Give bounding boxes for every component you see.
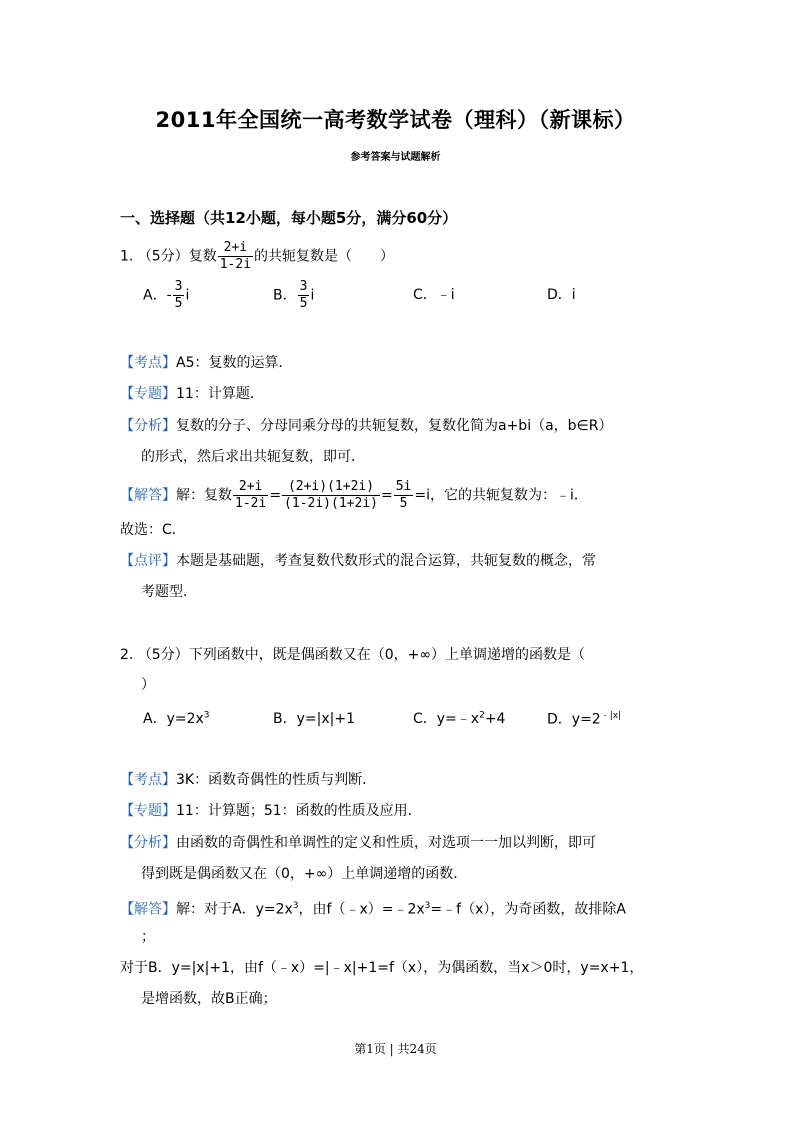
jieda-tag: 【解答】 — [120, 487, 176, 504]
option-d: D．i — [547, 287, 576, 303]
fraction-numerator: 2+i — [218, 240, 253, 257]
fenxi-line — [120, 833, 596, 853]
fenxi-continuation: 得到既是偶函数又在（0，+∞）上单调递增的函数． — [141, 866, 468, 882]
minus-sign: - — [166, 287, 172, 304]
equals-sign: = — [380, 487, 393, 504]
dianping-continuation: 考题型． — [141, 584, 197, 600]
question-number: 1. — [120, 248, 134, 265]
exponent: ﹣|x| — [600, 711, 622, 721]
fraction — [233, 479, 268, 512]
equals-sign: = — [269, 487, 282, 504]
exponent: 3 — [424, 901, 431, 911]
option-a — [143, 708, 210, 728]
kaodian-text: A5：复数的运算． — [176, 355, 293, 371]
jieda-line — [120, 896, 626, 920]
kaodian-line — [120, 353, 292, 373]
exponent: 2 — [479, 710, 485, 721]
page-title: 2011年全国统一高考数学试卷（理科）（新课标） — [155, 108, 636, 132]
jieda-text: =﹣f（x），为奇函数，故排除A — [430, 901, 626, 918]
jieda-text: =i，它的共轭复数为：﹣i． — [414, 487, 588, 504]
jieda-text: 解：对于A．y=2x — [176, 901, 293, 918]
fenxi-text: 由函数的奇偶性和单调性的定义和性质，对选项一一加以判断，即可 — [176, 835, 596, 851]
jieda-text: ，由f（﹣x）=﹣2x — [298, 901, 425, 918]
fraction — [394, 479, 414, 512]
fraction — [282, 479, 380, 512]
option-b-analysis: 对于B．y=|x|+1，由f（﹣x）=|﹣x|+1=f（x），为偶函数，当x＞0时，y=x+1， — [120, 960, 644, 976]
option-b-analysis-cont: 是增函数，故B正确； — [141, 991, 277, 1007]
option-text: D．y=2 — [547, 711, 601, 728]
jieda-tag: 【解答】 — [120, 901, 176, 918]
exponent: 3 — [292, 901, 299, 911]
answer-line: 故选：C． — [120, 522, 186, 538]
fraction-numerator: 3 — [299, 279, 308, 294]
dianping-line — [120, 551, 596, 571]
option-text: A．y=2x — [143, 711, 204, 727]
fraction-denominator: (1-2i)(1+2i) — [284, 496, 378, 511]
page-subtitle: 参考答案与试题解析 — [350, 152, 441, 163]
question-number: 2. — [120, 647, 134, 663]
fraction-denominator: 5 — [174, 296, 183, 311]
option-text: C．y=﹣x — [413, 711, 480, 727]
fraction-numerator: 3 — [174, 279, 183, 294]
fenxi-line — [120, 416, 612, 436]
jieda-line — [120, 479, 588, 512]
zhuanti-tag: 【专题】 — [120, 803, 176, 819]
fraction — [218, 240, 253, 273]
fraction — [298, 279, 310, 312]
exponent: 3 — [203, 710, 210, 721]
kaodian-line — [120, 770, 376, 790]
fraction-denominator: 1-2i — [219, 257, 252, 272]
question-2-stem-cont: ） — [141, 677, 155, 693]
jieda-text: 解：复数 — [176, 487, 232, 504]
fraction-denominator: 5 — [399, 496, 408, 511]
zhuanti-tag: 【专题】 — [120, 386, 176, 402]
fenxi-tag: 【分析】 — [120, 418, 176, 434]
fraction-numerator: (2+i)(1+2i) — [282, 479, 380, 496]
question-1-stem — [120, 240, 394, 273]
question-text: （5分）复数 — [137, 248, 217, 265]
option-c — [413, 708, 505, 728]
option-d — [547, 708, 621, 729]
fenxi-continuation: 的形式，然后求出共轭复数，即可． — [141, 449, 365, 465]
option-a — [143, 279, 189, 312]
question-text: （5分）下列函数中，既是偶函数又在（0，+∞）上单调递增的函数是（ — [137, 647, 586, 663]
option-c: C．﹣i — [413, 287, 455, 303]
question-2-stem — [120, 645, 585, 665]
option-text: +4 — [484, 711, 506, 727]
zhuanti-line — [120, 801, 422, 821]
imaginary-unit: i — [310, 287, 315, 304]
dianping-tag: 【点评】 — [120, 553, 176, 569]
fraction-denominator: 5 — [299, 296, 308, 311]
option-b — [273, 279, 314, 312]
section-heading: 一、选择题（共12小题，每小题5分，满分60分） — [120, 209, 458, 227]
jieda-continuation: ； — [141, 929, 155, 945]
imaginary-unit: i — [185, 287, 190, 304]
kaodian-tag: 【考点】 — [120, 772, 176, 788]
zhuanti-text: 11：计算题． — [176, 386, 264, 402]
fenxi-text: 复数的分子、分母同乘分母的共轭复数，复数化简为a+bi（a，b∈R） — [176, 418, 613, 434]
fraction — [173, 279, 185, 312]
option-label: A． — [143, 287, 167, 304]
fenxi-tag: 【分析】 — [120, 835, 176, 851]
zhuanti-line — [120, 384, 264, 404]
question-text: 的共轭复数是（ ） — [254, 248, 395, 265]
fraction-numerator: 2+i — [233, 479, 268, 496]
fraction-denominator: 1-2i — [235, 496, 267, 511]
kaodian-text: 3K：函数奇偶性的性质与判断． — [176, 772, 377, 788]
fraction-numerator: 5i — [395, 479, 412, 494]
option-label: B． — [273, 287, 297, 304]
option-b: B．y=|x|+1 — [273, 711, 355, 727]
kaodian-tag: 【考点】 — [120, 355, 176, 371]
zhuanti-text: 11：计算题；51：函数的性质及应用． — [176, 803, 422, 819]
page-footer: 第1页 | 共24页 — [354, 1042, 437, 1056]
dianping-text: 本题是基础题，考查复数代数形式的混合运算，共轭复数的概念，常 — [176, 553, 596, 569]
